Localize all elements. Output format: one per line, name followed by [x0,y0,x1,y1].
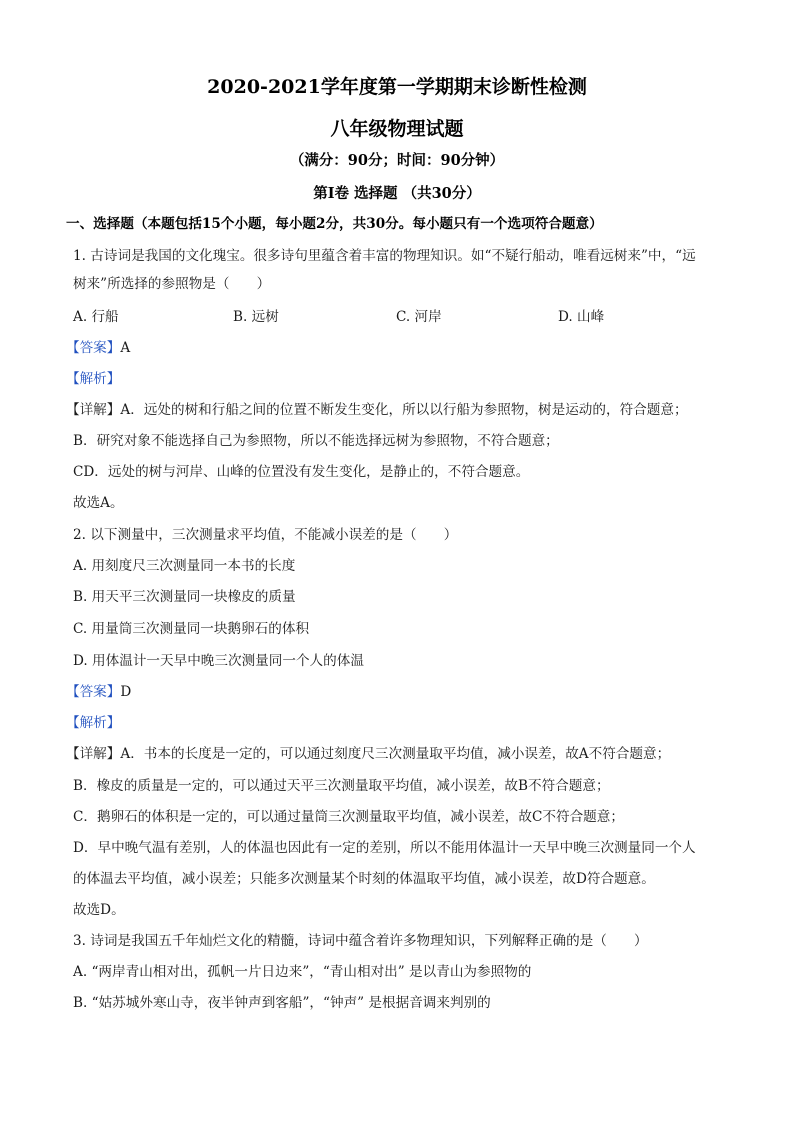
q1-answer-label: 【答案】 [66,340,121,356]
exam-subject: 八年级物理试题 [330,118,464,140]
q2-analysis-label: 【解析】 [66,715,121,731]
q2-conclusion: 故选D。 [73,902,125,918]
q2-detail-line2: B．橡皮的质量是一定的，可以通过天平三次测量取平均值，减小误差，故B不符合题意； [73,778,610,794]
exam-title: 2020-2021学年度第一学期期末诊断性检测 [207,76,587,98]
q1-stem-line1: 1. 古诗词是我国的文化瑰宝。很多诗句里蕴含着丰富的物理知识。如“不疑行船动，唯看远树来”中，“远 [73,248,696,264]
q2-answer [66,683,131,701]
score-time-info: （满分：90分；时间：90分钟） [289,152,505,169]
q2-detail-line1: 【详解】A．书本的长度是一定的，可以通过刻度尺三次测量取平均值，减小误差，故A不符合题意； [66,746,671,762]
q2-option-c: C. 用量筒三次测量同一块鹅卵石的体积 [73,621,310,637]
q1-detail-line1: 【详解】A．远处的树和行船之间的位置不断发生变化，所以以行船为参照物，树是运动的，符合题意； [66,402,688,418]
q2-stem: 2. 以下测量中，三次测量求平均值，不能减小误差的是（ ） [73,527,458,543]
q2-option-b: B. 用天平三次测量同一块橡皮的质量 [73,589,296,605]
q3-stem: 3. 诗词是我国五千年灿烂文化的精髓，诗词中蕴含着许多物理知识，下列解释正确的是（ ） [73,933,648,949]
q1-stem-line2: 树来”所选择的参照物是（ ） [73,276,271,292]
q3-option-a: A. “两岸青山相对出，孤帆一片日边来”，“青山相对出” 是以青山为参照物的 [73,964,532,980]
q1-option-b: B. 远树 [233,309,279,325]
q1-detail-line2: B．研究对象不能选择自己为参照物，所以不能选择远树为参照物，不符合题意； [73,433,559,449]
q2-answer-label: 【答案】 [66,684,121,700]
q2-answer-value: D [120,684,132,700]
q1-answer-value: A [120,340,131,356]
q1-answer [66,339,130,357]
q1-option-a: A. 行船 [73,309,119,325]
q2-detail-line5: 的体温去平均值，减小误差；只能多次测量某个时刻的体温取平均值，减小误差，故D符合题意。 [73,871,655,887]
section-heading: 一、选择题（本题包括15个小题，每小题2分，共30分。每小题只有一个选项符合题意） [66,216,603,232]
q1-conclusion: 故选A。 [73,495,124,511]
q1-option-d: D. 山峰 [558,309,605,325]
volume-heading: 第Ⅰ卷 选择题 （共30分） [313,185,481,202]
q2-option-a: A. 用刻度尺三次测量同一本书的长度 [73,558,296,574]
q1-detail-line3: CD．远处的树与河岸、山峰的位置没有发生变化，是静止的，不符合题意。 [73,464,530,480]
q1-analysis-label: 【解析】 [66,371,121,387]
q3-option-b: B. “姑苏城外寒山寺，夜半钟声到客船”，“钟声” 是根据音调来判别的 [73,995,491,1011]
q2-detail-line3: C．鹅卵石的体积是一定的，可以通过量筒三次测量取平均值，减小误差，故C不符合题意； [73,809,624,825]
q2-detail-line4: D．早中晚气温有差别，人的体温也因此有一定的差别，所以不能用体温计一天早中晚三次测量同一个人 [73,840,696,856]
q1-option-c: C. 河岸 [396,309,442,325]
q2-option-d: D. 用体温计一天早中晚三次测量同一个人的体温 [73,653,364,669]
